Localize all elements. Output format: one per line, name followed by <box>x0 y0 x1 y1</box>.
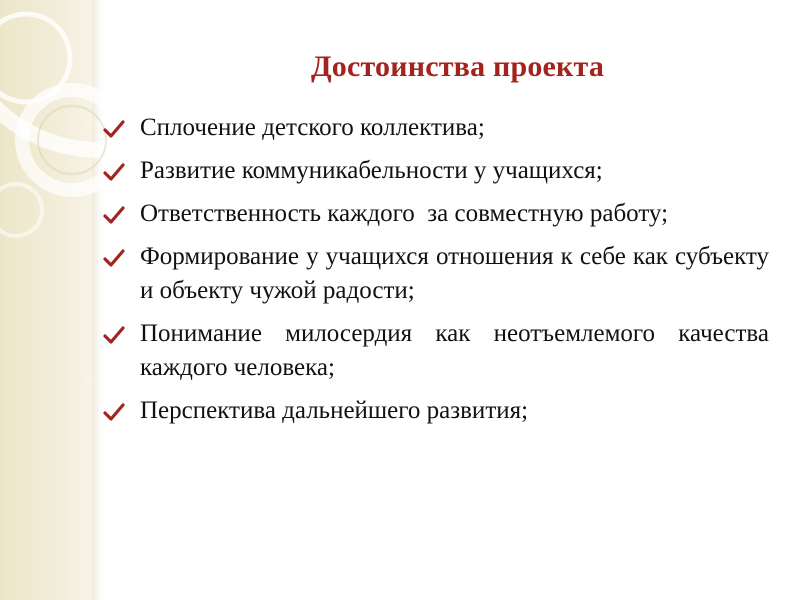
check-icon <box>103 325 125 345</box>
list-item <box>103 154 769 188</box>
list-item <box>103 394 769 428</box>
list-item-text: Понимание милосердия как неотъемлемого качества каждого человека; <box>140 320 769 381</box>
list-item-text: Сплочение детского коллектива; <box>140 114 485 141</box>
list-item <box>103 197 769 231</box>
check-icon <box>103 162 125 182</box>
list-item <box>103 240 769 308</box>
list-item <box>103 111 769 145</box>
list-item-text: Ответственность каждого за совместную работу; <box>140 200 669 227</box>
slide-title: Достоинства проекта <box>310 50 605 83</box>
list-item-text: Формирование у учащихся отношения к себе как субъекту и объекту чужой радости; <box>140 243 769 304</box>
list-item <box>103 317 769 385</box>
advantages-list <box>103 111 769 437</box>
check-icon <box>103 119 125 139</box>
list-item-text: Развитие коммуникабельности у учащихся; <box>140 157 603 184</box>
check-icon <box>103 205 125 225</box>
check-icon <box>103 248 125 268</box>
list-item-text: Перспектива дальнейшего развития; <box>140 397 529 424</box>
check-icon <box>103 402 125 422</box>
